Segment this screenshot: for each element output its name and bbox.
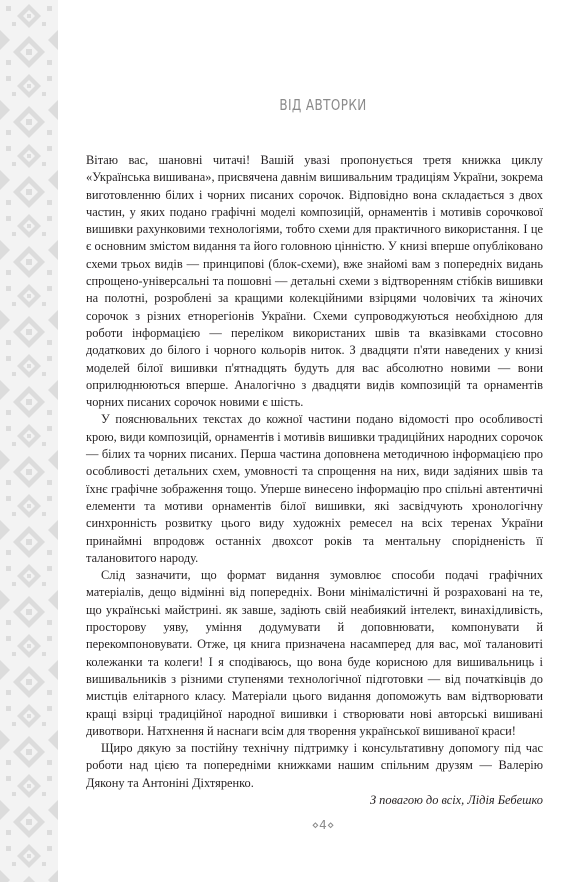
page-title: ВІД АВТОРКИ [279, 96, 367, 114]
page-number [58, 818, 588, 832]
signature: З повагою до всіх, Лідія Бебешко [369, 792, 543, 807]
body-text [86, 152, 543, 809]
paragraph: Щиро дякую за постійну технічну підтримку і консультативну допомогу під час роботи над цією та попередніми книжками нашим спільним друзям — Валерію Дякону та Антоніні Діхтяренко. [86, 741, 543, 790]
diamond-icon: ⋄ [326, 818, 335, 832]
embroidery-pattern-icon [0, 0, 58, 882]
page-number-value: 4 [319, 818, 327, 832]
paragraph: Слід зазначити, що формат видання зумовлює способи подачі графічних матеріалів, дещо відмінні від попередніх. Вони мінімалістичні й розраховані на те, що українські майстрині. як завше, задіють свій неабиякий інтелект, винахідливість, просторову уяву, уміння додумувати й доповнювати, компонувати й перекомпоновувати. Отже, ця книга призначена насамперед для вас, мої талановиті колежанки та колеги! І я сподіваюсь, що вона буде корисною для вишивальниць і вишивальників з різними ступенями технологічної підготовки — від початківців до мистців елітарного класу. Матеріали цього видання допоможуть вам відтворювати кращі взірці традиційної народної вишивки і створювати нові авторські вишивані дивотвори. Натхнення й наснаги всім для творення української вишиваної краси! [86, 568, 543, 738]
paragraph: У пояснювальних текстах до кожної частини подано відомості про особливості крою, види композицій, орнаментів і мотивів вишивки традиційних народних сорочок — білих та чорних писаних. Перша частина доповнена методичною інформацією про особливості детальних схем, умовності та спрощення на них, види задіяних швів та їхнє графічне зображення тощо. Уперше винесено інформацію про спільні автентичні елементи та мотиви орнаментів білої вишивки, які засвідчують хронологічну синхронність розвитку цього виду художніх ремесел на всіх теренах України принаймні впродовж останніх двохсот років та ментальну спорідненість її талановитого народу. [86, 412, 543, 565]
paragraph: Вітаю вас, шановні читачі! Вашій увазі пропонується третя книжка циклу «Українська вишивана», присвячена давнім вишивальним традиціям України, зокрема виготовленню білих і чорних писаних сорочок. Відповідно вона складається з двох частин, у яких подано графічні моделі композицій, орнаментів і мотивів сорочкової вишивки рахунковими технологіями, тобто схеми для практичного використання. І це є основним змістом видання та його головною цінністю. У книзі вперше опубліковано схеми трьох видів — принципові (блок-схеми), вже знайомі вам з попередніх видань спрощено-універсальні та пошовні — детальні схеми з відтворенням стібків вишивки на полотні, розроблені за кращими колекційними взірцями чоловічих та жіночих сорочок з різних етнорегіонів України. Схеми супроводжуються необхідною для роботи інформацією — переліком використаних швів та вказівками стосовно додаткових до білого і чорного кольорів ниток. З двадцяти п'яти наведених у книзі моделей білої вишивки п'ятнадцять будуть для вас абсолютно новими — вони оприлюднюються вперше. Аналогічно з двадцяти видів композицій та орнаментів чорних писаних сорочок новими є шість. [86, 153, 543, 410]
ornamental-border [0, 0, 58, 882]
diamond-icon: ⋄ [311, 818, 320, 832]
